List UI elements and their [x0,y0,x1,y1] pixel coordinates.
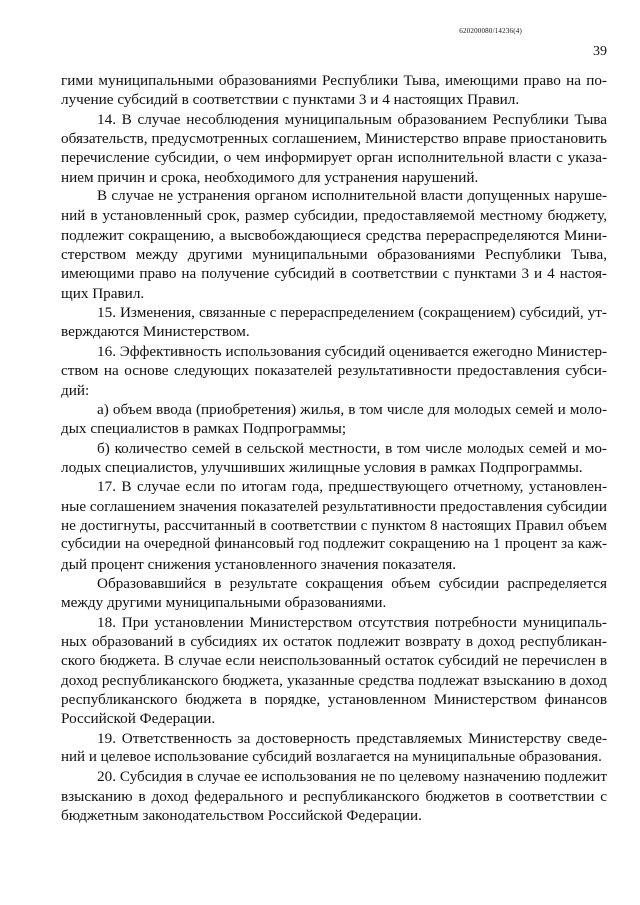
text-line: ний и целевое использование субсидий возлагается на муниципальные образования. [61,749,602,766]
text-line: 15. Изменения, связанные с перераспределением (сокращением) субсидий, ут- [97,304,607,322]
text-line: обязательств, предусмотренных соглашением, Министерство вправе приостановить [61,130,607,148]
text-line: ского бюджета. В случае если неиспользованный остаток субсидий не перечислен в [61,652,607,670]
text-line: 17. В случае если по итогам года, предшествующего отчетному, установлен- [97,478,607,496]
paragraph [61,729,607,768]
text-line: б) количество семей в сельской местности, в том числе молодых семей и мо- [97,439,607,457]
paragraph [61,767,607,825]
text-line: дый процент снижения установленного значения показателя. [61,555,457,573]
text-line: верждаются Министерством. [61,323,250,341]
text-line: нием причин и срока, необходимого для устранения нарушений. [61,168,479,186]
text-line: гими муниципальными образованиями Республики Тыва, имеющими право на по- [61,72,607,89]
paragraph [61,439,607,478]
document-id: 620200080/14236(4) [459,27,522,35]
text-line: взысканию в доход федерального и республиканского бюджетов в соответствии с [61,787,607,805]
text-line: 20. Субсидия в случае ее использования не по целевому назначению подлежит [97,768,607,786]
text-line: ные соглашением значения показателей результативности предоставления субсидии [61,497,607,515]
paragraph [61,187,607,303]
text-line: имеющими право на получение субсидий в соответствии с пунктами 3 и 4 настоя- [61,265,607,283]
paragraph [61,613,607,729]
text-line: В случае не устранения органом исполнительной власти допущенных наруше- [97,188,607,205]
page-number: 39 [593,44,607,59]
text-line: подлежит сокращению, а высвобождающиеся средства перераспределяются Мини- [61,226,607,244]
paragraph [61,400,607,439]
paragraph [61,342,607,400]
text-line: 19. Ответственность за достоверность представляемых Министерству сведе- [97,729,607,747]
text-line: 14. В случае несоблюдения муниципальным образованием Республики Тыва [97,110,607,128]
text-line: ных образований в субсидиях их остаток подлежит возврату в доход республикан- [61,632,607,650]
text-line: дых специалистов в рамках Подпрограммы; [61,420,347,438]
text-line: дий: [61,381,90,399]
text-line: лучение субсидий в соответствии с пунктами 3 и 4 настоящих Правил. [61,91,520,109]
paragraph [61,110,607,187]
text-line: между другими муниципальными образованиями. [61,594,387,612]
text-line: Российской Федерации. [61,710,216,728]
text-line: стерством между другими муниципальными образованиями Республики Тыва, [61,246,607,264]
text-line: ством на основе следующих показателей результативности предоставления субси- [61,362,607,380]
text-line: щих Правил. [61,284,145,302]
text-line: субсидии на очередной финансовый год подлежит сокращению на 1 процент за каж- [61,536,607,553]
paragraph [61,574,607,613]
text-line: а) объем ввода (приобретения) жилья, в том числе для молодых семей и моло- [97,400,607,418]
paragraph [61,303,607,342]
text-line: лодых специалистов, улучшивших жилищные условия в рамках Подпрограммы. [61,458,583,476]
text-line: республиканского бюджета в порядке, установленном Министерством финансов [61,691,607,708]
text-line: 18. При установлении Министерством отсутствия потребности муниципаль- [97,613,607,631]
document-body [61,71,607,825]
paragraph [61,477,607,574]
text-line: перечисление субсидии, о чем информирует орган исполнительной власти с указа- [61,149,607,167]
paragraph [61,71,607,110]
text-line: не достигнуты, рассчитанный в соответствии с пунктом 8 настоящих Правил объем [61,516,607,534]
text-line: 16. Эффективность использования субсидий оценивается ежегодно Министер- [97,342,608,360]
text-line: Образовавшийся в результате сокращения объем субсидии распределяется [97,574,607,592]
text-line: доход республиканского бюджета, указанные средства подлежат взысканию в доход [61,671,607,689]
text-line: ний в установленный срок, размер субсидии, предоставляемой местному бюджету, [61,207,607,225]
text-line: бюджетным законодательством Российской Федерации. [61,807,422,825]
